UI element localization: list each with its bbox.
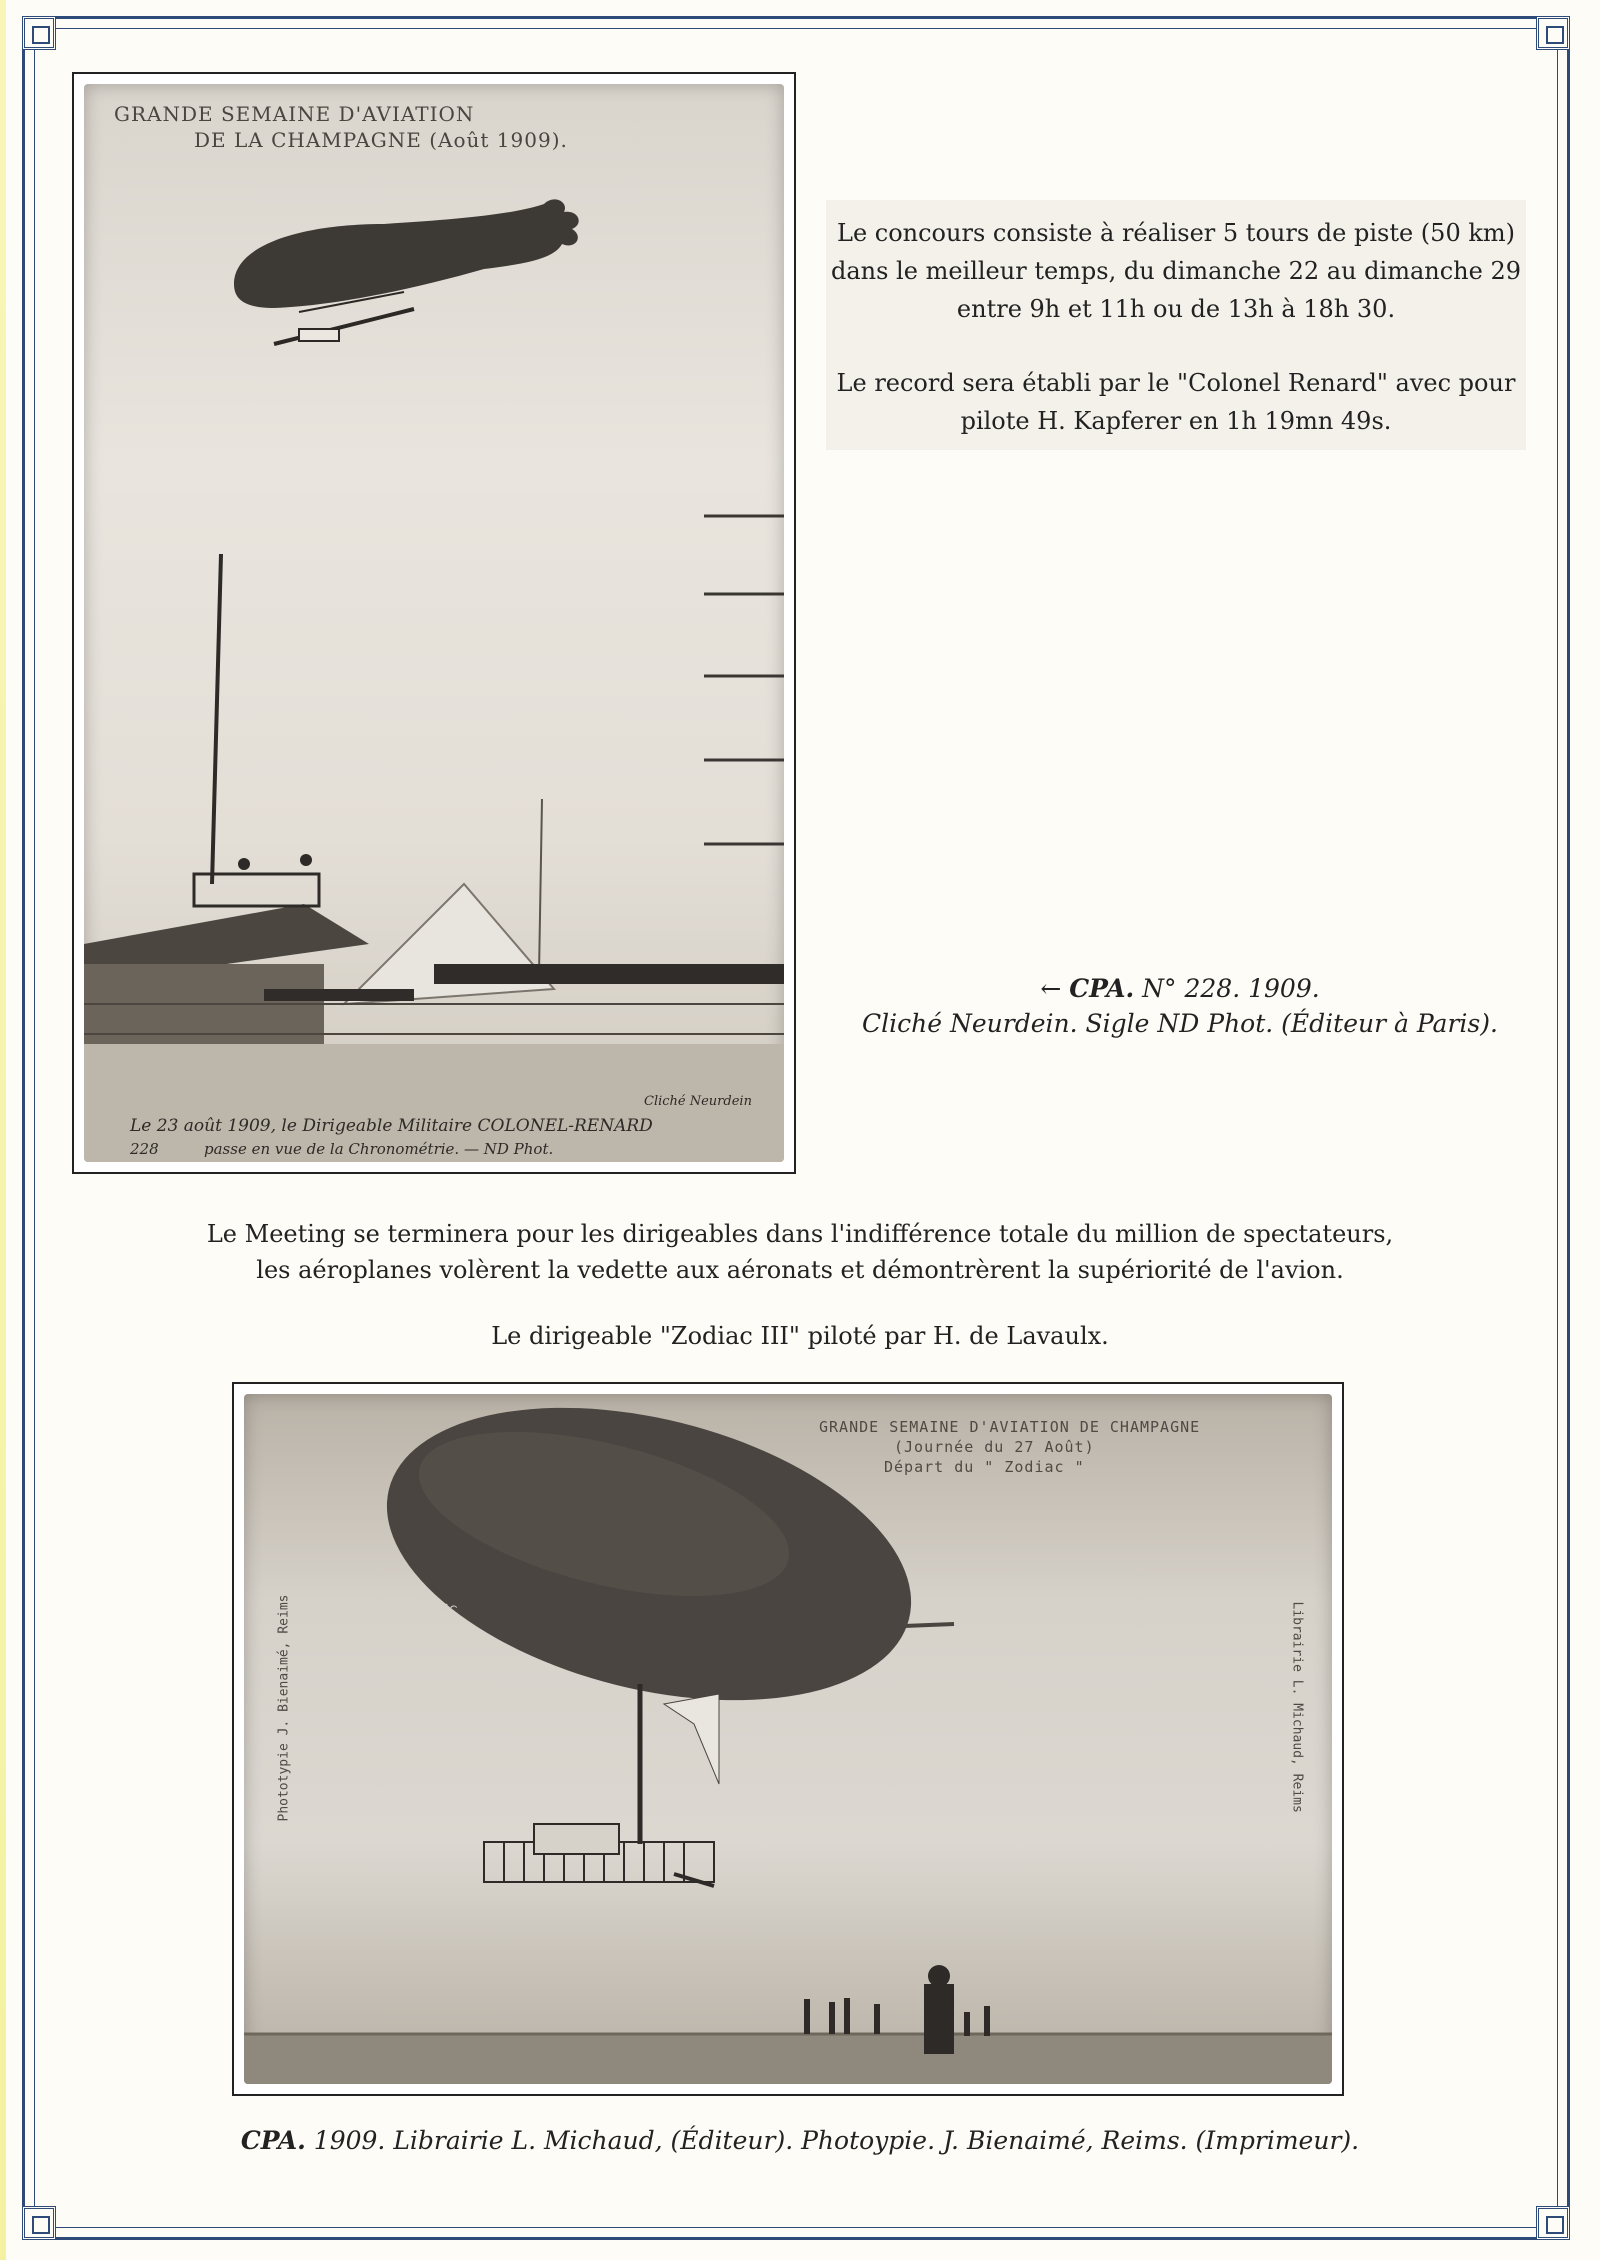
postcard2-side-left: Phototypie J. Bienaimé, Reims: [276, 1594, 292, 1822]
caption2-cpa: CPA.: [240, 2126, 306, 2155]
border-corner-top-right: [1536, 16, 1570, 50]
border-corner-bottom-right: [1536, 2206, 1570, 2240]
paragraph-contest-line: entre 9h et 11h ou de 13h à 18h 30.: [956, 295, 1396, 323]
middle-text: [60, 1216, 1540, 1354]
chronometry-building: [84, 854, 369, 1044]
paragraph-record-line: pilote H. Kapferer en 1h 19mn 49s.: [960, 407, 1392, 435]
postcard1-number: 228: [130, 1140, 159, 1158]
postcard2-title-line2: (Journée du 27 Août): [894, 1438, 1095, 1456]
middle-line1: Le Meeting se terminera pour les dirigeables dans l'indifférence totale du million de spectateurs,: [206, 1220, 1394, 1248]
caption-postcard1: [830, 974, 1530, 1038]
intro-text-box: [826, 200, 1526, 450]
tent: [344, 884, 554, 1004]
caption1-line2: Cliché Neurdein. Sigle ND Phot. (Éditeur à Paris).: [862, 1009, 1498, 1038]
middle-line3: Le dirigeable "Zodiac III" piloté par H. de Lavaulx.: [491, 1322, 1109, 1350]
paragraph-contest-line: dans le meilleur temps, du dimanche 22 au dimanche 29: [830, 257, 1521, 285]
paragraph-record: [826, 364, 1526, 440]
postcard-illustration: [84, 84, 784, 1162]
caption2-text: 1909. Librairie L. Michaud, (Éditeur). Photoypie. J. Bienaimé, Reims. (Imprimeur).: [305, 2126, 1360, 2155]
hull-name: ZODIAC: [413, 1594, 459, 1618]
paragraph-contest: [826, 214, 1526, 328]
middle-line2: les aéroplanes volèrent la vedette aux aéronats et démontrèrent la supériorité de l'avion.: [256, 1256, 1344, 1284]
postcard1-caption-line1: Le 23 août 1909, le Dirigeable Militaire COLONEL-RENARD: [130, 1116, 653, 1136]
postcard1-title-line2: DE LA CHAMPAGNE (Août 1909).: [194, 128, 568, 152]
postcard1-caption-line2: passe en vue de la Chronométrie. — ND Phot.: [204, 1140, 554, 1158]
caption1-number: N° 228. 1909.: [1134, 974, 1320, 1003]
border-corner-top-left: [22, 16, 56, 50]
postcard1-credit: Cliché Neurdein: [644, 1094, 752, 1109]
paragraph-record-line: Le record sera établi par le "Colonel Renard" avec pour: [836, 369, 1516, 397]
page-edge-strip: [0, 0, 6, 2260]
airship-zodiac: [356, 1394, 954, 1844]
paragraph-contest-line: Le concours consiste à réaliser 5 tours de piste (50 km): [837, 219, 1515, 247]
caption-postcard2: [60, 2126, 1540, 2155]
postcard2-title-line1: GRANDE SEMAINE D'AVIATION DE CHAMPAGNE: [819, 1418, 1201, 1436]
mast: [212, 554, 221, 884]
caption1-cpa: CPA.: [1069, 974, 1135, 1003]
postcard2-title-line3: Départ du " Zodiac ": [884, 1458, 1085, 1476]
postcard-colonel-renard: [72, 72, 796, 1174]
border-corner-bottom-left: [22, 2206, 56, 2240]
postcard2-side-right: Librairie L. Michaud, Reims: [1289, 1601, 1305, 1813]
airship-colonel-renard: [234, 199, 579, 344]
arrow-left-icon: ←: [1040, 974, 1062, 1003]
postcard1-title-line1: GRANDE SEMAINE D'AVIATION: [114, 102, 475, 126]
postcard-photo: [244, 1394, 1332, 2084]
postcard-photo: [84, 84, 784, 1162]
gondola: [484, 1824, 714, 1886]
postcard-zodiac: [232, 1382, 1344, 2096]
postcard-illustration: [244, 1394, 1332, 2084]
